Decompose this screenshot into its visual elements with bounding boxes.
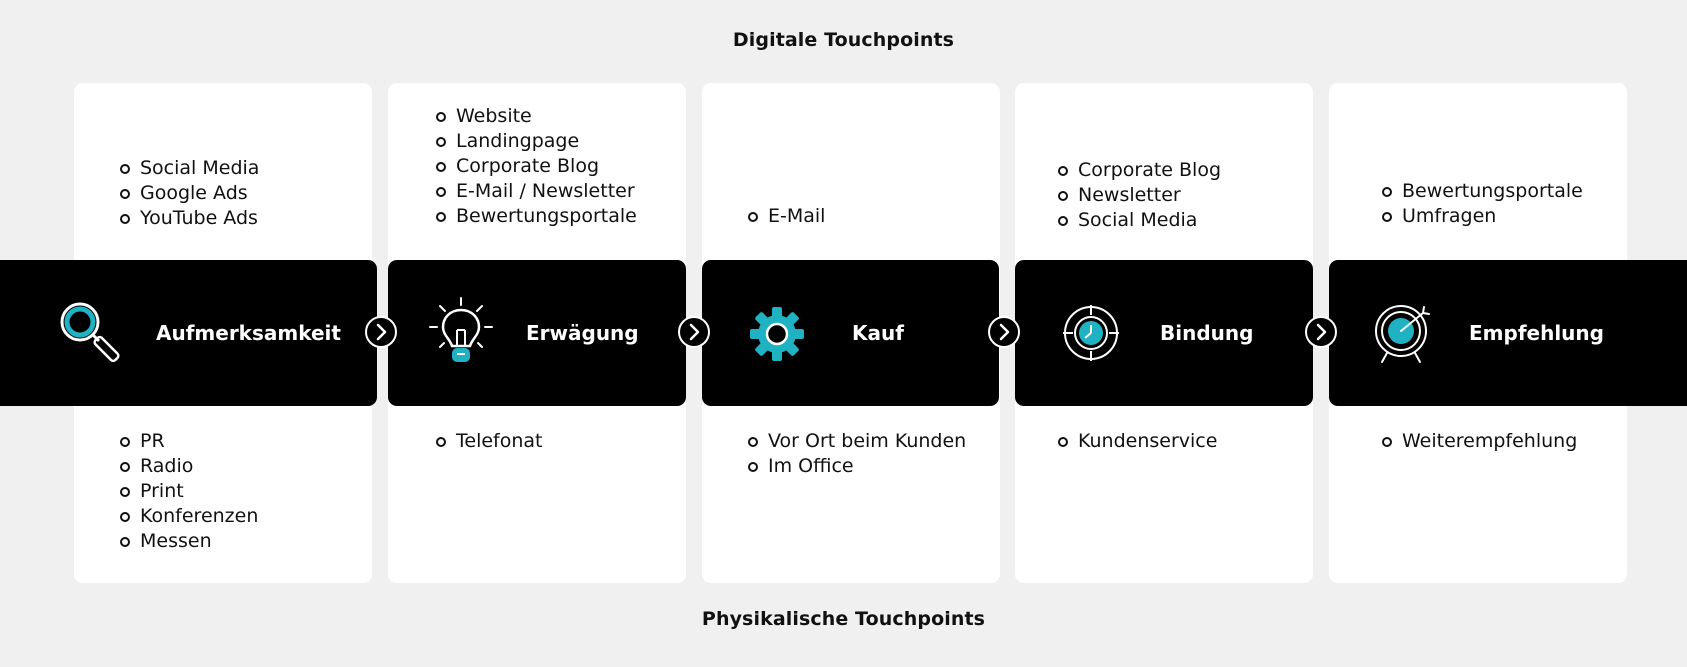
list-item: E-Mail / Newsletter: [436, 179, 637, 204]
list-item: E-Mail: [748, 204, 825, 229]
list-item: Bewertungsportale: [436, 204, 637, 229]
list-item: Vor Ort beim Kunden: [748, 429, 966, 454]
list-item: Social Media: [120, 156, 259, 181]
stage-erwaegung: [388, 260, 686, 406]
chevron-right-icon: [365, 316, 397, 348]
list-item: Konferenzen: [120, 504, 258, 529]
list-item: Corporate Blog: [436, 154, 637, 179]
digital-touchpoints-erwaegung: [436, 104, 637, 229]
chevron-right-icon: [988, 316, 1020, 348]
physical-touchpoints-empfehlung: [1382, 429, 1577, 454]
list-item: Im Office: [748, 454, 966, 479]
stage-kauf: [702, 260, 999, 406]
stage-label-kauf: Kauf: [852, 321, 904, 345]
physical-touchpoints-heading: Physikalische Touchpoints: [701, 608, 986, 630]
stage-empfehlung: [1329, 260, 1687, 406]
list-item: Website: [436, 104, 637, 129]
list-item: YouTube Ads: [120, 206, 259, 231]
gear-icon: [749, 306, 805, 366]
physical-touchpoints-bindung: [1058, 429, 1217, 454]
chevron-right-icon: [678, 316, 710, 348]
list-item: Kundenservice: [1058, 429, 1217, 454]
physical-touchpoints-erwaegung: [436, 429, 542, 454]
stage-label-empfehlung: Empfehlung: [1469, 321, 1604, 345]
digital-touchpoints-empfehlung: [1382, 179, 1583, 229]
list-item: Telefonat: [436, 429, 542, 454]
list-item: Google Ads: [120, 181, 259, 206]
list-item: Messen: [120, 529, 258, 554]
digital-touchpoints-bindung: [1058, 158, 1221, 233]
physical-touchpoints-aufmerksamkeit: [120, 429, 258, 554]
stage-label-aufmerksamkeit: Aufmerksamkeit: [156, 321, 341, 345]
stage-aufmerksamkeit: [0, 260, 377, 406]
magnifier-icon: [58, 300, 128, 374]
list-item: Bewertungsportale: [1382, 179, 1583, 204]
list-item: Landingpage: [436, 129, 637, 154]
list-item: Newsletter: [1058, 183, 1221, 208]
list-item: Social Media: [1058, 208, 1221, 233]
list-item: Radio: [120, 454, 258, 479]
list-item: PR: [120, 429, 258, 454]
list-item: Weiterempfehlung: [1382, 429, 1577, 454]
target-icon: [1373, 303, 1437, 369]
stage-label-erwaegung: Erwägung: [526, 321, 639, 345]
chevron-right-icon: [1305, 316, 1337, 348]
stage-bindung: [1015, 260, 1313, 406]
list-item: Corporate Blog: [1058, 158, 1221, 183]
digital-touchpoints-heading: Digitale Touchpoints: [732, 29, 955, 51]
list-item: Print: [120, 479, 258, 504]
digital-touchpoints-aufmerksamkeit: [120, 156, 259, 231]
stage-label-bindung: Bindung: [1160, 321, 1254, 345]
lightbulb-icon: [428, 296, 494, 370]
list-item: Umfragen: [1382, 204, 1583, 229]
digital-touchpoints-kauf: [748, 204, 825, 229]
clock-target-icon: [1061, 303, 1121, 367]
physical-touchpoints-kauf: [748, 429, 966, 479]
